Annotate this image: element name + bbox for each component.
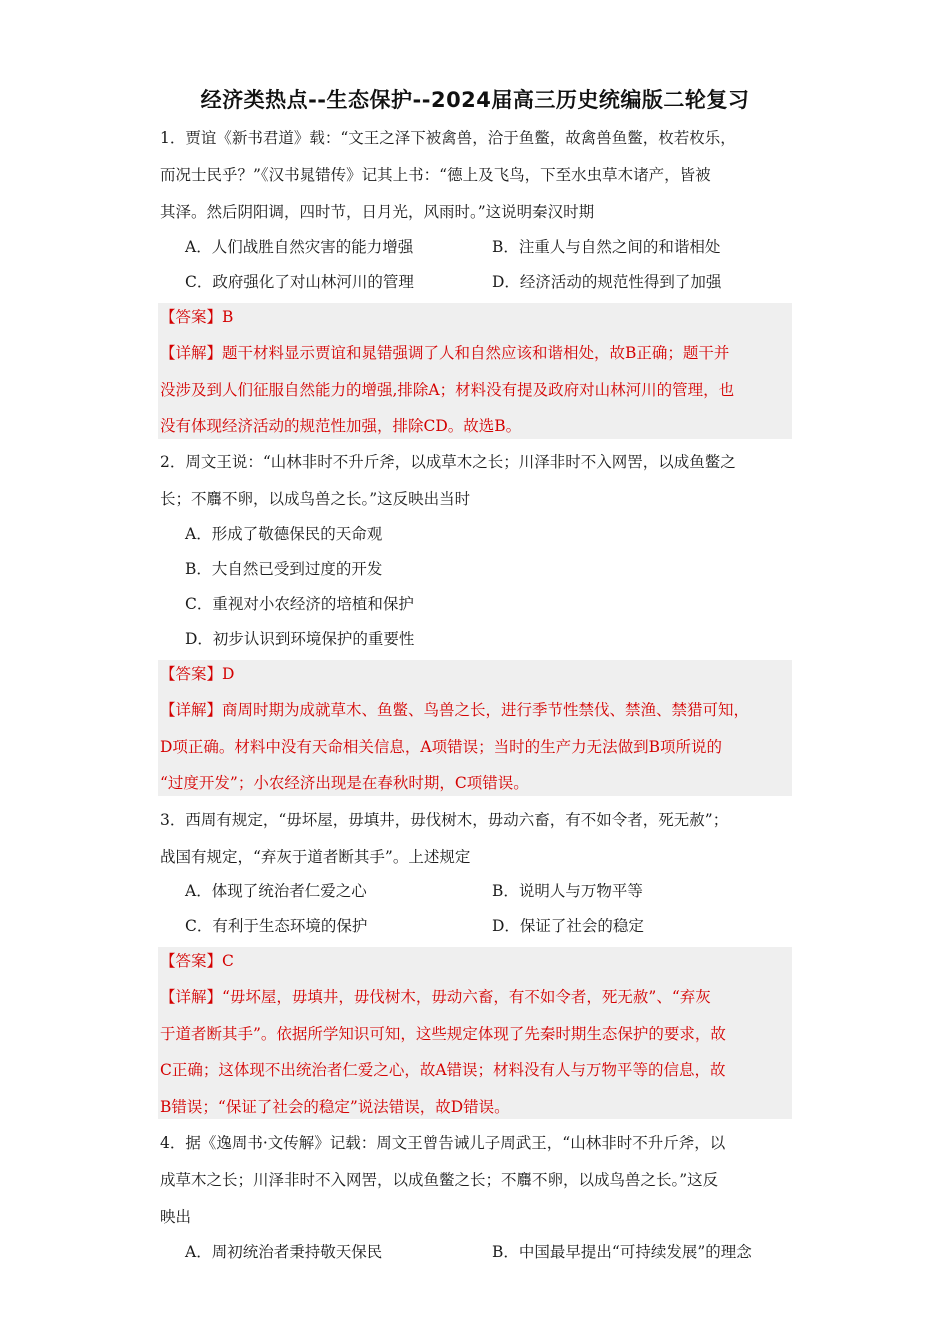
q2-option-a: A．形成了敬德保民的天命观	[185, 525, 383, 543]
q3-option-b: B．说明人与万物平等	[492, 882, 643, 900]
q2-detail-line-2: D项正确。材料中没有天命相关信息，A项错误；当时的生产力无法做到B项所说的	[160, 738, 723, 756]
q3-detail-line-2: 于道者断其手”。依据所学知识可知，这些规定体现了先秦时期生态保护的要求，故	[160, 1025, 726, 1043]
q2-detail-line-1: 【详解】商周时期为成就草木、鱼鳖、鸟兽之长，进行季节性禁伐、禁渔、禁猎可知，	[160, 701, 750, 719]
q1-option-c: C．政府强化了对山林河川的管理	[185, 273, 414, 291]
q3-stem-line-2: 战国有规定，“弃灰于道者断其手”。上述规定	[160, 848, 471, 866]
q1-option-d: D．经济活动的规范性得到了加强	[492, 273, 722, 291]
q4-stem-line-3: 映出	[160, 1208, 192, 1226]
q2-option-d: D．初步认识到环境保护的重要性	[185, 630, 415, 648]
q1-option-b: B．注重人与自然之间的和谐相处	[492, 238, 721, 256]
q3-detail-line-1: 【详解】“毋坏屋，毋填井，毋伐树木，毋动六畜，有不如令者，死无赦”、“弃灰	[160, 988, 711, 1006]
q3-detail-line-3: C正确；这体现不出统治者仁爱之心，故A错误；材料没有人与万物平等的信息，故	[160, 1061, 726, 1079]
q1-detail-line-2: 没涉及到人们征服自然能力的增强,排除A；材料没有提及政府对山林河川的管理，也	[160, 381, 735, 399]
q1-stem-line-3: 其泽。然后阴阳调，四时节，日月光，风雨时。”这说明秦汉时期	[160, 203, 595, 221]
q3-stem-line-1: 3．西周有规定，“毋坏屋，毋填井，毋伐树木，毋动六畜，有不如令者，死无赦”；	[160, 811, 729, 829]
q3-option-d: D．保证了社会的稳定	[492, 917, 644, 935]
q2-option-b: B．大自然已受到过度的开发	[185, 560, 383, 578]
q3-option-a: A．体现了统治者仁爱之心	[185, 882, 367, 900]
q4-option-a: A．周初统治者秉持敬天保民	[185, 1243, 383, 1261]
q1-detail-line-1: 【详解】题干材料显示贾谊和晁错强调了人和自然应该和谐相处，故B正确；题干并	[160, 344, 730, 362]
q1-answer: 【答案】B	[160, 308, 234, 326]
q4-option-b: B．中国最早提出“可持续发展”的理念	[492, 1243, 752, 1261]
q4-stem-line-1: 4．据《逸周书·文传解》记载：周文王曾告诫儿子周武王，“山林非时不升斤斧，以	[160, 1134, 726, 1152]
q1-stem-line-2: 而况士民乎？”《汉书晁错传》记其上书：“德上及飞鸟，下至水虫草木诸产，皆被	[160, 166, 711, 184]
q3-detail-line-4: B错误；“保证了社会的稳定”说法错误，故D错误。	[160, 1098, 510, 1116]
q2-stem-line-2: 长；不麛不卵，以成鸟兽之长。”这反映出当时	[160, 490, 471, 508]
q3-option-c: C．有利于生态环境的保护	[185, 917, 368, 935]
q2-stem-line-1: 2．周文王说：“山林非时不升斤斧，以成草木之长；川泽非时不入网罟，以成鱼鳖之	[160, 453, 736, 471]
q1-stem-line-1: 1．贾谊《新书君道》载：“文王之泽下被禽兽，洽于鱼鳖，故禽兽鱼鳖，枚若枚乐，	[160, 129, 736, 147]
q4-stem-line-2: 成草木之长；川泽非时不入网罟，以成鱼鳖之长；不麛不卵，以成鸟兽之长。”这反	[160, 1171, 719, 1189]
q1-option-a: A．人们战胜自然灾害的能力增强	[185, 238, 414, 256]
q2-answer: 【答案】D	[160, 665, 235, 683]
q1-detail-line-3: 没有体现经济活动的规范性加强，排除CD。故选B。	[160, 417, 522, 435]
q2-option-c: C．重视对小农经济的培植和保护	[185, 595, 414, 613]
document-title: 经济类热点--生态保护--2024届高三历史统编版二轮复习	[200, 88, 750, 112]
q3-answer: 【答案】C	[160, 952, 234, 970]
q2-detail-line-3: “过度开发”；小农经济出现是在春秋时期，C项错误。	[160, 774, 529, 792]
